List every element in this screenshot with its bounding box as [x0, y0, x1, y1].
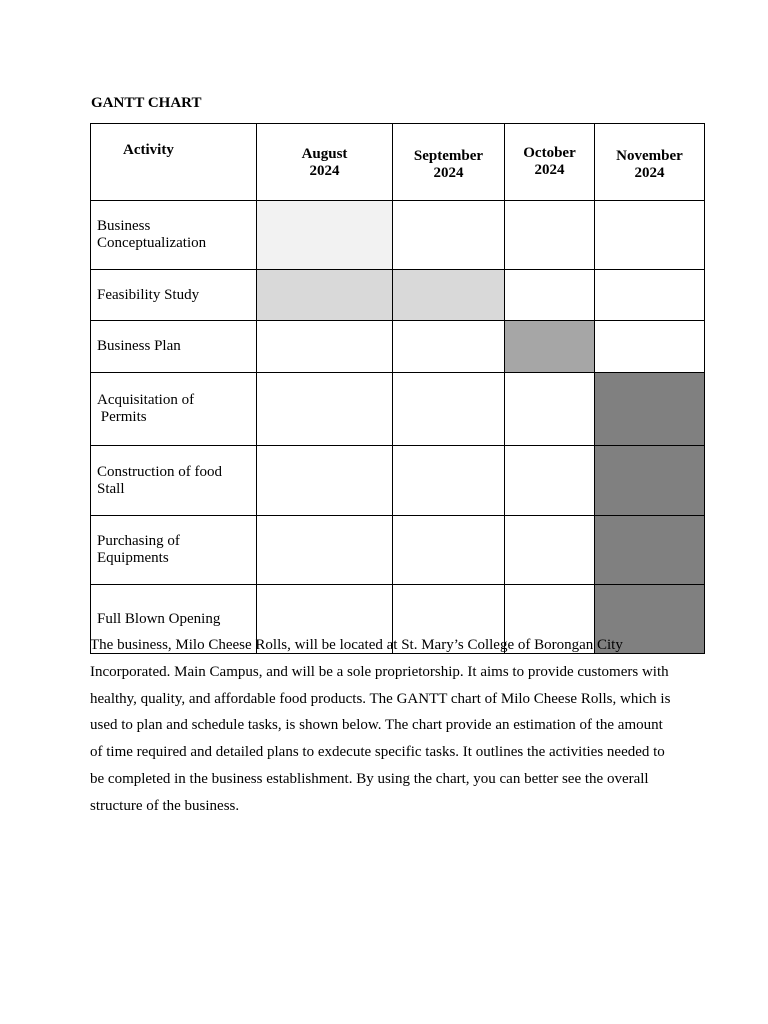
paragraph-line: be completed in the business establishment. By using the chart, you can better see the overall [90, 770, 649, 787]
gantt-cell-october [505, 446, 595, 516]
gantt-cell-september [393, 516, 505, 585]
activity-column-header: Activity [91, 124, 257, 201]
gantt-cell-november [595, 321, 705, 373]
gantt-cell-september [393, 201, 505, 270]
paragraph-line: of time required and detailed plans to exdecute specific tasks. It outlines the activities needed to [90, 744, 665, 761]
gantt-bar-october [505, 321, 595, 373]
month-header-september [393, 124, 505, 201]
month-header-november [595, 124, 705, 201]
paragraph-line: Incorporated. Main Campus, and will be a sole proprietorship. It aims to provide customers with [90, 663, 669, 680]
paragraph-line: healthy, quality, and affordable food products. The GANTT chart of Milo Cheese Rolls, which is [90, 690, 671, 707]
activity-label [91, 373, 257, 446]
activity-label-line: Equipments [97, 550, 169, 566]
gantt-row [91, 446, 705, 516]
activity-label-line: Conceptualization [97, 235, 207, 251]
gantt-row [91, 270, 705, 321]
gantt-bar-november [595, 516, 705, 585]
month-name: August [301, 146, 348, 162]
activity-label-line: Acquisitation of [97, 392, 195, 408]
activity-label-line: Feasibility Study [97, 286, 200, 303]
gantt-bar-november [595, 373, 705, 446]
month-header-october [505, 124, 595, 201]
gantt-row [91, 201, 705, 270]
month-name: September [413, 148, 484, 164]
paragraph-line: used to plan and schedule tasks, is shown below. The chart provide an estimation of the amount [90, 717, 663, 734]
gantt-cell-september [393, 321, 505, 373]
paragraph-line: The business, Milo Cheese Rolls, will be located at St. Mary’s College of Borongan City [90, 637, 623, 653]
paragraph-line: structure of the business. [90, 797, 240, 814]
gantt-bar-august [257, 201, 393, 270]
description-paragraph [90, 632, 710, 820]
month-name: October [523, 145, 576, 161]
month-year: 2024 [309, 163, 340, 179]
activity-label [91, 516, 257, 585]
month-year: 2024 [634, 165, 665, 181]
activity-label [91, 201, 257, 270]
gantt-cell-november [595, 270, 705, 321]
activity-label-line: Stall [97, 480, 125, 497]
activity-label-line: Business [97, 218, 151, 234]
gantt-bar-september [393, 270, 505, 321]
activity-label [91, 270, 257, 321]
month-year: 2024 [534, 162, 565, 178]
activity-label-line: Permits [97, 409, 147, 425]
gantt-bar-november [595, 446, 705, 516]
month-name: November [616, 148, 683, 164]
gantt-cell-august [257, 516, 393, 585]
activity-label-line: Business Plan [97, 338, 181, 354]
gantt-cell-august [257, 446, 393, 516]
gantt-row [91, 516, 705, 585]
gantt-body [91, 201, 705, 654]
gantt-cell-august [257, 373, 393, 446]
gantt-cell-october [505, 201, 595, 270]
activity-label-line: Full Blown Opening [97, 610, 221, 627]
gantt-header-row [91, 124, 705, 201]
activity-label-line: Purchasing of [97, 533, 180, 549]
gantt-cell-october [505, 516, 595, 585]
activity-label [91, 446, 257, 516]
gantt-cell-october [505, 373, 595, 446]
gantt-cell-september [393, 373, 505, 446]
gantt-bar-august [257, 270, 393, 321]
gantt-table [90, 123, 705, 654]
month-header-august [257, 124, 393, 201]
gantt-cell-september [393, 446, 505, 516]
month-year: 2024 [433, 165, 464, 181]
gantt-row [91, 373, 705, 446]
activity-label [91, 321, 257, 373]
document-title: GANTT CHART [91, 95, 202, 111]
gantt-cell-november [595, 201, 705, 270]
gantt-row [91, 321, 705, 373]
activity-label-line: Construction of food [97, 463, 222, 480]
gantt-cell-october [505, 270, 595, 321]
gantt-cell-august [257, 321, 393, 373]
